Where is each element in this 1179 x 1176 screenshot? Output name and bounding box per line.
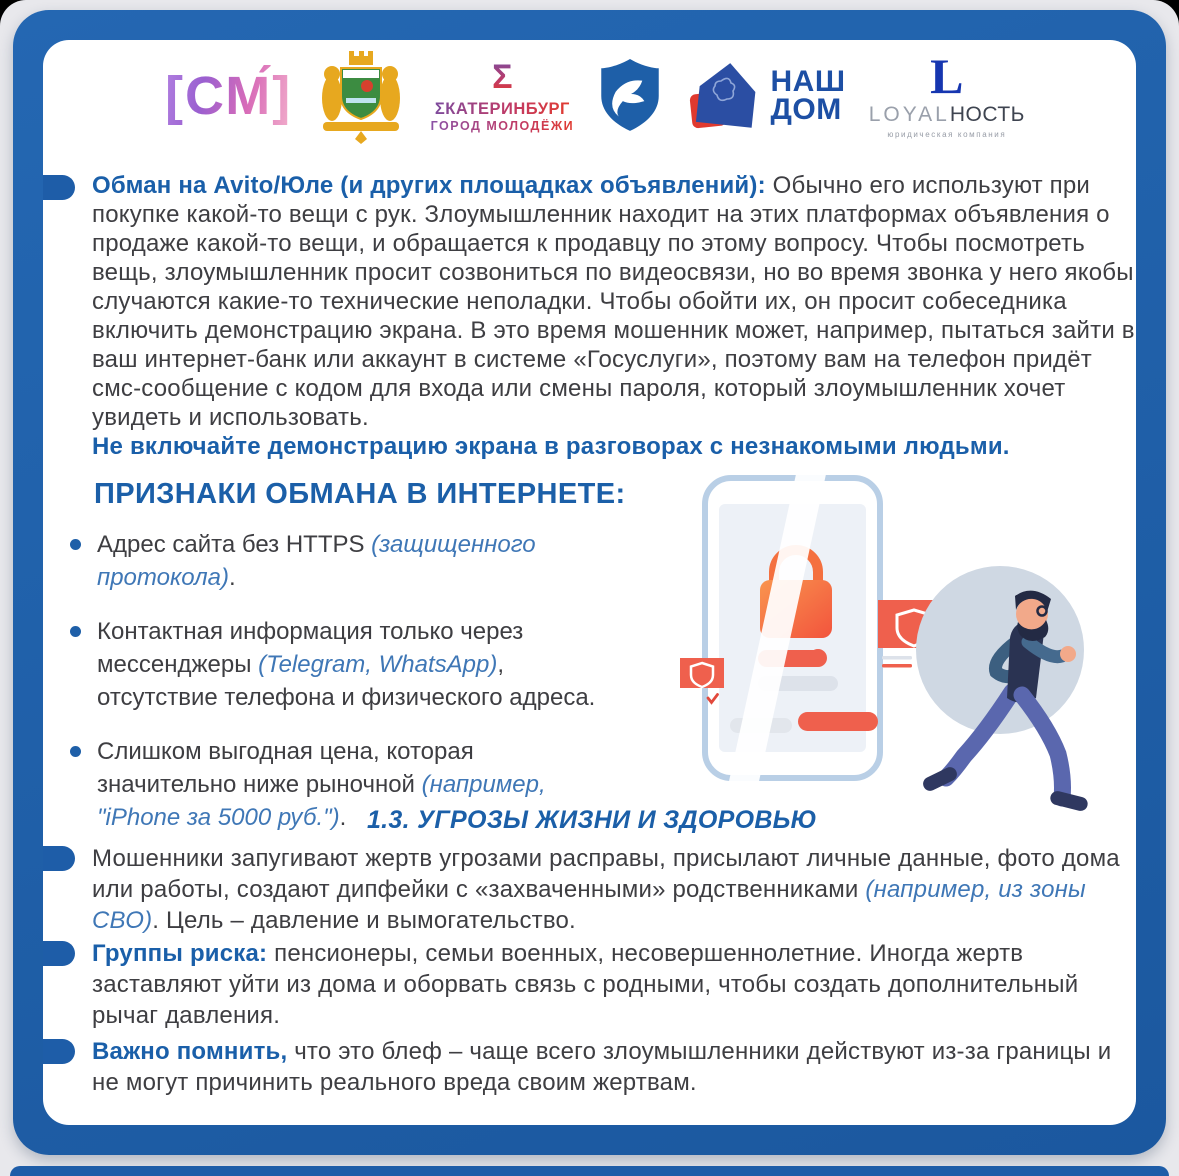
threats-heading: 1.3. УГРОЗЫ ЖИЗНИ И ЗДОРОВЬЮ (366, 806, 818, 834)
ekb-logo-line2: ГОРОД МОЛОДЁЖИ (430, 118, 575, 133)
cm-logo (165, 65, 292, 127)
loyalnost-name (869, 103, 1025, 127)
bullet-accent: (например, "iPhone за 5000 руб.") (97, 771, 546, 831)
bullet-post: . (339, 804, 347, 831)
paragraph-tab-2 (43, 846, 75, 871)
risk-groups-lead: Группы риска: (92, 940, 275, 967)
phone-mockup (705, 465, 880, 795)
nash-dom-text (770, 64, 846, 126)
bullet-accent: (Telegram, WhatsApp) (258, 651, 498, 678)
ekb-youth-logo (430, 57, 575, 133)
bullet-text (97, 615, 600, 714)
bullet-pre: Адрес сайта без HTTPS (97, 531, 372, 558)
paragraph-tab-1 (43, 175, 75, 200)
intro-lead: Обман на Avito/Юле (и других площадках объявлений): (92, 172, 773, 199)
risk-groups-paragraph (92, 938, 1127, 1031)
bullet-post: , отсутствие телефона и физического адреса. (97, 651, 596, 711)
loyalnost-subtitle: юридическая компания (887, 129, 1007, 139)
list-item (70, 615, 600, 714)
bullet-pre: Контактная информация только через мессенджеры (97, 618, 524, 678)
bullet-dot-icon (70, 626, 81, 637)
bullet-text (97, 528, 600, 594)
threats-intro-post: . Цель – давление и вымогательство. (152, 907, 576, 934)
bullet-accent: (защищенного протокола) (97, 531, 536, 591)
paragraph-tab-4 (43, 1039, 75, 1064)
l-mark-icon: L (930, 47, 964, 104)
threats-intro-paragraph (92, 843, 1127, 936)
bullet-pre: Слишком выгодная цена, которая значительно ниже рыночной (97, 738, 474, 798)
cm-logo-text: [СМ́] (165, 66, 293, 126)
threats-intro-accent: (например, из зоны СВО) (92, 876, 1086, 934)
loyalnost-logo (868, 47, 1025, 139)
remember-paragraph (92, 1036, 1127, 1098)
next-page-edge (10, 1166, 1169, 1176)
loyalnost-part2: НОСТЬ (949, 102, 1025, 126)
house-icon (687, 59, 761, 133)
scam-illustration (650, 460, 1130, 835)
ekb-logo-line1: ΣКАТЕРИНБУРГ (434, 99, 570, 118)
threats-intro-pre: Мошенники запугивают жертв угрозами расправы, присылают личные данные, фото дома или работы, создают дипфейки с «захваченными» родственниками (92, 845, 1120, 903)
nash-dom-line1: НАШ (770, 64, 846, 98)
intro-warning: Не включайте демонстрацию экрана в разговорах с незнакомыми людьми. (92, 433, 1010, 460)
shield-dove-logo (597, 57, 663, 135)
remember-lead: Важно помнить, (92, 1038, 295, 1065)
nash-dom-logo (687, 59, 846, 133)
sigma-mark-icon: Σ (492, 57, 513, 96)
running-man (916, 566, 1089, 812)
bullet-dot-icon (70, 539, 81, 550)
coat-of-arms-icon (315, 46, 407, 146)
yekaterinburg-coat-of-arms-icon (315, 46, 407, 146)
remember-body: что это блеф – чаще всего злоумышленники действуют из-за границы и не могут причинить реального вреда своим жертвам. (92, 1038, 1112, 1096)
shield-dove-icon (597, 57, 663, 135)
paragraph-tab-3 (43, 941, 75, 966)
list-item (70, 528, 600, 594)
intro-body: Обычно его используют при покупке какой-то вещи с рук. Злоумышленник находит на этих платформах объявления о продаже какой-то вещи, и обращается к продавцу по этому вопросу. Чтобы посмотреть вещь, злоумышленник просит созвониться по видеосвязи, но во время звонка у него якобы случаются какие-то технические неполадки. Чтобы обойти их, он просит собеседника включить демонстрацию экрана. В это время мошенник может, например, пытаться зайти в ваш интернет-банк или аккаунт в системе «Госуслуги», поэтому вам на телефон придёт смс-сообщение с кодом для входа или смены пароля, который злоумышленник хочет увидеть и использовать. (92, 172, 1135, 431)
intro-paragraph (92, 171, 1138, 461)
risk-groups-body: пенсионеры, семьи военных, несовершеннолетние. Иногда жертв заставляют уйти из дома и оборвать связь с родными, чтобы создать дополнительный рычаг давления. (92, 940, 1079, 1029)
bullet-post: . (229, 564, 236, 591)
loyalnost-part1: LOYAL (868, 102, 950, 126)
signs-heading: ПРИЗНАКИ ОБМАНА В ИНТЕРНЕТЕ: (94, 478, 626, 510)
bullet-dot-icon (70, 746, 81, 757)
logo-row (165, 42, 1025, 150)
nash-dom-line2: ДОМ (770, 93, 842, 126)
